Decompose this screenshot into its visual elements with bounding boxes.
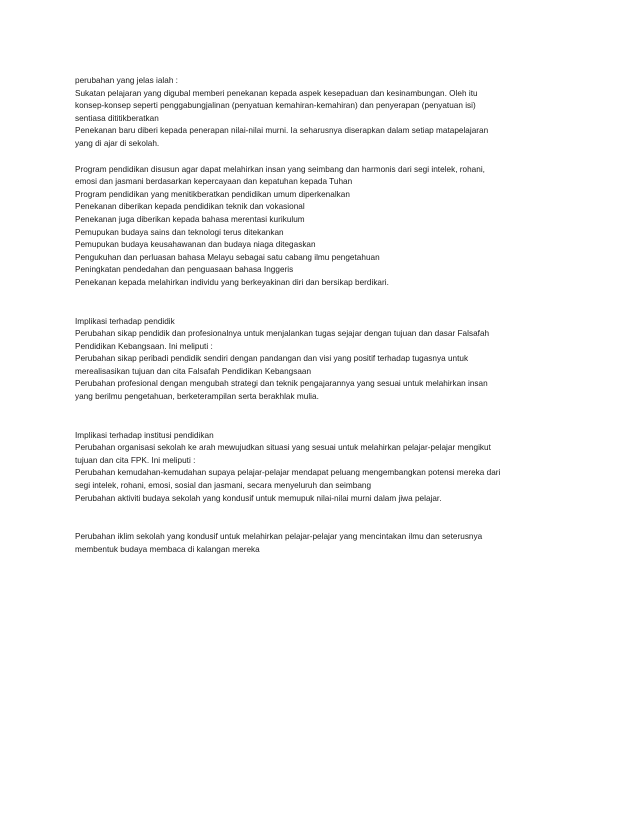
text-line: Perubahan profesional dengan mengubah strategi dan teknik pengajarannya yang sesuai untuk melahirkan insan — [75, 379, 488, 389]
text-line: merealisasikan tujuan dan cita Falsafah Pendidikan Kebangsaan — [75, 366, 312, 376]
paragraph-gap — [75, 404, 575, 430]
text-line: Penekanan baru diberi kepada penerapan nilai-nilai murni. Ia seharusnya diserapkan dalam setiap matapelajaran — [75, 126, 489, 136]
paragraph-gap — [75, 151, 575, 164]
text-line: Pendidikan Kebangsaan. Ini meliputi : — [75, 341, 213, 351]
text-line: Perubahan sikap peribadi pendidik sendiri dengan pandangan dan visi yang positif terhadap tugasnya untuk — [75, 354, 469, 364]
paragraph-section-1 — [75, 75, 575, 151]
text-line: Program pendidikan disusun agar dapat melahirkan insan yang seimbang dan harmonis dari segi intelek, rohani, — [75, 164, 485, 174]
text-line: sentiasa dititikberatkan — [75, 113, 159, 123]
text-line: Penekanan kepada melahirkan individu yang berkeyakinan diri dan bersikap berdikari. — [75, 277, 389, 287]
text-line: Perubahan sikap pendidik dan profesionalnya untuk menjalankan tugas sejajar dengan tujuan dan dasar Falsafah — [75, 329, 490, 339]
text-line: Perubahan iklim sekolah yang kondusif untuk melahirkan pelajar-pelajar yang mencintakan ilmu dan seterusnya — [75, 532, 483, 542]
text-line: membentuk budaya membaca di kalangan mereka — [75, 544, 260, 554]
paragraph-section-4 — [75, 430, 575, 506]
paragraph-section-2 — [75, 164, 575, 290]
text-line: Pengukuhan dan perluasan bahasa Melayu sebagai satu cabang ilmu pengetahuan — [75, 252, 380, 262]
text-line: Pemupukan budaya sains dan teknologi terus ditekankan — [75, 227, 284, 237]
text-line: yang berilmu pengetahuan, berketerampilan serta berakhlak mulia. — [75, 392, 319, 402]
text-line: emosi dan jasmani berdasarkan kepercayaan dan kepatuhan kepada Tuhan — [75, 177, 353, 187]
paragraph-section-5 — [75, 531, 575, 556]
paragraph-gap — [75, 290, 575, 316]
text-line: Program pendidikan yang menitikberatkan pendidikan umum diperkenalkan — [75, 189, 350, 199]
text-line: tujuan dan cita FPK. Ini meliputi : — [75, 455, 196, 465]
paragraph-section-3 — [75, 316, 575, 404]
text-line: perubahan yang jelas ialah : — [75, 76, 178, 85]
text-line: Perubahan kemudahan-kemudahan supaya pelajar-pelajar mendapat peluang mengembangkan potensi mereka dari — [75, 468, 501, 478]
text-line: Penekanan diberikan kepada pendidikan teknik dan vokasional — [75, 202, 305, 212]
text-line: Perubahan organisasi sekolah ke arah mewujudkan situasi yang sesuai untuk melahirkan pelajar-pelajar mengikut — [75, 443, 491, 453]
section-heading: Implikasi terhadap institusi pendidikan — [75, 430, 214, 440]
text-line: Peningkatan pendedahan dan penguasaan bahasa Inggeris — [75, 265, 294, 275]
text-line: Penekanan juga diberikan kepada bahasa merentasi kurikulum — [75, 214, 305, 224]
text-line: Pemupukan budaya keusahawanan dan budaya niaga ditegaskan — [75, 240, 316, 250]
section-heading: Implikasi terhadap pendidik — [75, 316, 175, 326]
text-line: yang di ajar di sekolah. — [75, 138, 160, 148]
text-line: segi intelek, rohani, emosi, sosial dan jasmani, secara menyeluruh dan seimbang — [75, 481, 372, 491]
text-line: Perubahan aktiviti budaya sekolah yang kondusif untuk memupuk nilai-nilai murni dalam jiwa pelajar. — [75, 493, 442, 503]
document-body — [75, 75, 575, 556]
text-line: konsep-konsep seperti penggabungjalinan (penyatuan kemahiran-kemahiran) dan penyerapan (penyatuan isi) — [75, 101, 476, 111]
paragraph-gap — [75, 505, 575, 531]
text-line: Sukatan pelajaran yang digubal memberi penekanan kepada aspek kesepaduan dan kesinambungan. Oleh itu — [75, 88, 478, 98]
